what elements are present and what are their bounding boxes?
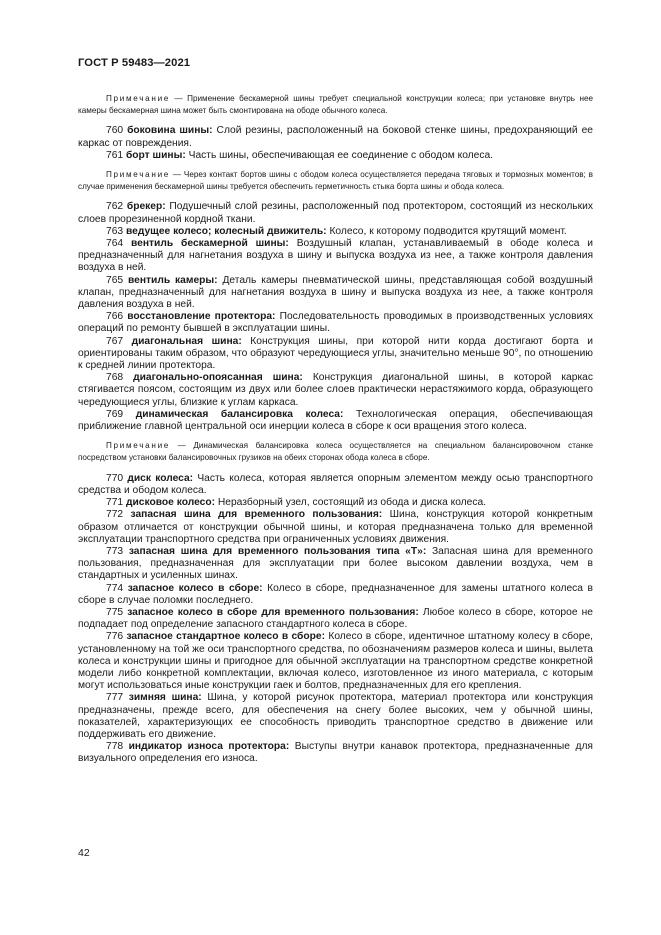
term-entry [78, 546, 593, 583]
term-definition: Запасная шина для временного пользования, предназначенная для эксплуатации при более высоком давлении воздуха, чем в стандартных и усиленных шинах. [78, 545, 593, 582]
term-name: индикатор износа протектора: [128, 741, 290, 753]
term-entry [78, 631, 593, 692]
term-definition: Подушечный слой резины, расположенный под протектором, состоящий из нескольких слоев прорезиненной кордной ткани. [78, 201, 593, 225]
term-definition: Колесо в сборе, предназначенное для замены штатного колеса в сборе в случае поломки последнего. [78, 582, 593, 606]
term-definition: Выступы внутри канавок протектора, предназначенные для визуального определения его износа. [78, 741, 593, 765]
term-name: запасная шина для временного пользования: [130, 509, 383, 521]
term-number: 765 [106, 274, 124, 286]
term-name: запасное колесо в сборе для временного пользования: [127, 606, 419, 618]
term-number: 770 [106, 472, 124, 484]
term-definition: Шина, конструкция которой конкретным образом отличается от конструкции обычной шины, и которая предназначена только для временной эксплуатации транспортного средства при ограниченных условиях движения. [78, 509, 593, 545]
term-definition: Последовательность проводимых в производственных условиях операций по ремонту бывшей в эксплуатации шины. [78, 311, 593, 335]
term-entry [78, 336, 593, 373]
term-number: 773 [106, 545, 124, 557]
term-number: 778 [106, 741, 124, 753]
term-name: диагонально-опоясанная шина: [133, 372, 303, 384]
note-text: — Динамическая балансировка колеса осуществляется на специальном балансировочном станке посредством установки балансировочных грузиков на обеих сторонах обода колеса в сборе. [78, 441, 593, 463]
term-number: 766 [106, 311, 124, 323]
term-name: запасная шина для временного пользования типа «Т»: [128, 545, 427, 557]
term-name: восстановление протектора: [127, 311, 276, 323]
term-entry [78, 583, 593, 607]
term-name: запасное колесо в сборе: [127, 582, 263, 594]
term-entry [78, 125, 593, 149]
term-number: 776 [106, 631, 124, 643]
term-definition: Неразборный узел, состоящий из обода и диска колеса. [215, 497, 487, 509]
term-definition: Колесо, к которому подводится крутящий момент. [326, 225, 567, 237]
term-number: 768 [106, 372, 124, 384]
term-number: 774 [106, 582, 124, 594]
document-body [78, 93, 593, 766]
term-entry [78, 607, 593, 631]
term-number: 771 [106, 497, 124, 509]
term-number: 769 [106, 408, 124, 420]
term-entry [78, 150, 593, 162]
term-definition: Слой резины, расположенный на боковой стенке шины, предохраняющий ее каркас от повреждения. [78, 125, 593, 149]
term-name: запасное стандартное колесо в сборе: [126, 631, 326, 643]
term-name: динамическая балансировка колеса: [135, 408, 344, 420]
term-entry [78, 473, 593, 497]
term-entry [78, 201, 593, 225]
term-entry [78, 692, 593, 741]
term-number: 761 [106, 149, 124, 161]
term-entry [78, 409, 593, 433]
term-number: 777 [106, 692, 124, 704]
term-name: диск колеса: [127, 472, 194, 484]
term-entry [78, 238, 593, 275]
note-text: — Через контакт бортов шины с ободом колеса осуществляется передача тяговых и тормозных моментов; в случае применения бескамерной шины требуется обеспечить герметичность стыка борта шины и обода колеса. [78, 170, 593, 192]
term-name: вентиль бескамерной шины: [130, 238, 289, 250]
term-number: 775 [106, 606, 124, 618]
term-number: 762 [106, 201, 124, 213]
term-name: зимняя шина: [128, 692, 202, 704]
term-name: дисковое колесо: [125, 497, 216, 509]
document-header: ГОСТ Р 59483—2021 [78, 57, 191, 69]
term-name: ведущее колесо; колесный движитель: [125, 225, 327, 237]
term-entry [78, 509, 593, 546]
term-number: 772 [106, 509, 124, 521]
term-name: борт шины: [125, 149, 186, 161]
note-paragraph [78, 440, 593, 464]
term-definition: Конструкция шины, при которой нити корда достигают борта и ориентированы таким образом, что образуют чередующиеся углы, значительно меньше 90°, по отношению к средней линии протектора. [78, 335, 593, 372]
note-text: — Применение бескамерной шины требует специальной конструкции колеса; при установке внутрь нее камеры бескамерная шина может быть смонтирована на ободе обычного колеса. [78, 94, 593, 116]
note-label: Примечание [106, 94, 171, 103]
term-definition: Часть шины, обеспечивающая ее соединение с ободом колеса. [185, 149, 494, 161]
term-name: вентиль камеры: [127, 274, 218, 286]
term-name: диагональная шина: [131, 335, 242, 347]
term-entry [78, 275, 593, 312]
term-definition: Часть колеса, которая является опорным элементом между осью транспортного средства и ободом колеса. [78, 472, 593, 496]
term-number: 763 [106, 225, 124, 237]
term-entry [78, 497, 593, 509]
term-entry [78, 226, 593, 238]
note-paragraph [78, 93, 593, 117]
note-label: Примечание [106, 170, 171, 180]
term-definition: Любое колесо в сборе, которое не подпадает под определение запасного стандартного колеса в сборе. [78, 606, 593, 631]
note-paragraph [78, 169, 593, 193]
term-definition: Конструкция диагональной шины, в которой каркас стягивается поясом, состоящим из двух или более слоев практически нерастяжимого корда, образующего чередующиеся углы, близкие к углам каркаса. [78, 372, 593, 408]
term-definition: Деталь камеры пневматической шины, представляющая собой воздушный клапан, предназначенный для нагнетания воздуха в шину и выпуска воздуха из нее, а также контроля давления воздуха в ней. [78, 274, 593, 311]
term-definition: Технологическая операция, обеспечивающая приближение главной центральной оси инерции колеса в сборе к оси вращения этого колеса. [78, 408, 593, 433]
term-entry [78, 311, 593, 335]
term-name: боковина шины: [127, 125, 213, 137]
term-entry [78, 372, 593, 409]
term-definition: Воздушный клапан, устанавливаемый в ободе колеса и предназначенный для нагнетания воздуха в шину и выпуска воздуха из нее, а также контроля давления воздуха в ней. [78, 238, 593, 274]
note-label: Примечание [106, 441, 171, 451]
term-number: 764 [106, 238, 124, 250]
page-number: 42 [78, 847, 90, 859]
term-definition: Колесо в сборе, идентичное штатному колесу в сборе, установленному на той же оси транспортного средства, по обозначениям размеров колеса и шины, вылета колеса и конструкции шины и пригодное для обычной эксплуатации на транспортном средстве конкретной модели либо конкретной комплектации, включая колесо, изготовленное из иного материала, с которым могут использоваться иные конструкции гаек и болтов, предназначенных для его крепления. [78, 631, 593, 692]
term-definition: Шина, у которой рисунок протектора, материал протектора или конструкция предназначены, прежде всего, для обеспечения на снегу более высоких, чем у обычной шины, показателей, характеризующих ее способность приводить транспортное средство в движение или поддерживать его движение. [78, 692, 593, 740]
term-number: 760 [106, 125, 124, 137]
term-number: 767 [106, 335, 124, 347]
term-name: брекер: [126, 201, 166, 213]
term-entry [78, 741, 593, 765]
